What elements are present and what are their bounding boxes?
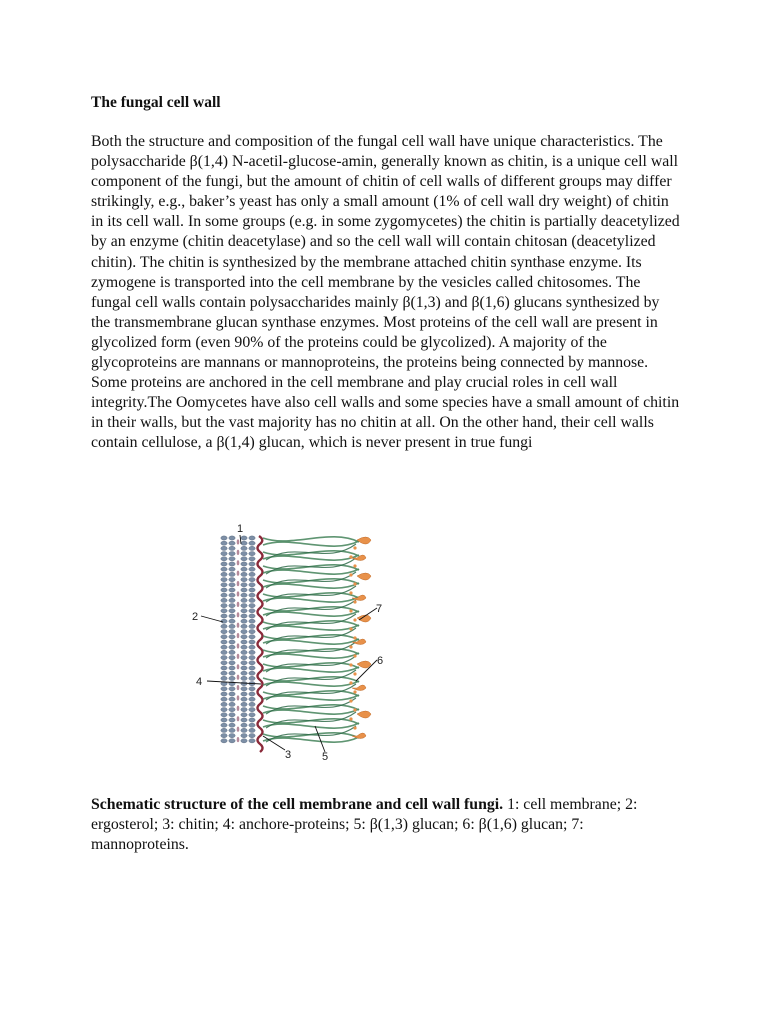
glucan-fibre bbox=[263, 611, 359, 616]
lipid-head bbox=[241, 713, 247, 717]
glucan-fibre bbox=[263, 639, 359, 644]
chitin-layer bbox=[258, 536, 263, 752]
mannoprotein-blob bbox=[357, 661, 371, 668]
lipid-head bbox=[241, 723, 247, 727]
lipid-head bbox=[241, 588, 247, 592]
lipid-head bbox=[221, 536, 227, 540]
lipid-head bbox=[249, 562, 255, 566]
lipid-head bbox=[241, 583, 247, 587]
lipid-head bbox=[221, 739, 227, 743]
mannoprotein-dot bbox=[353, 690, 356, 693]
body-paragraph: Both the structure and composition of the fungal cell wall have unique characteristics. The polysaccharide β(1,4) N-acetil-glucose-amin, generally known as chitin, is a unique cell wall component of the fungi, but the amount of chitin of cell walls of different groups may differ strikingly, e.g., baker’s yeast has only a small amount (1% of cell wall dry weight) of chitin in its cell wall. In some groups (e.g. in some zygomycetes) the chitin is partially deacetylized by an enzyme (chitin deacetylase) and so the cell wall will contain chitosan (deacetylized chitin). The chitin is synthesized by the membrane attached chitin synthase enzyme. Its zymogene is transported into the cell membrane by the vesicles called chitosomes. The fungal cell walls contain polysaccharides mainly β(1,3) and β(1,6) glucans synthesized by the transmembrane glucan synthase enzymes. Most proteins of the cell wall are present in glycolized form (even 90% of the proteins could be glycolized). A majority of the glycoproteins are mannans or mannoproteins, the proteins being connected by mannose. Some proteins are anchored in the cell membrane and play crucial roles in cell wall integrity.The Oomycetes have also cell walls and some species have a small amount of chitin in their walls, but the vast majority has no chitin at all. On the other hand, their cell walls contain cellulose, a β(1,4) glucan, which is never present in true fungi bbox=[91, 133, 680, 452]
lipid-head bbox=[241, 708, 247, 712]
lipid-head bbox=[229, 562, 235, 566]
ergosterol-mark bbox=[237, 602, 240, 607]
mannoprotein-blob bbox=[357, 537, 371, 544]
lipid-head bbox=[221, 562, 227, 566]
lipid-head bbox=[249, 723, 255, 727]
lipid-head bbox=[221, 614, 227, 618]
mannoprotein-dot bbox=[353, 708, 356, 711]
glucan-fibre bbox=[263, 597, 359, 602]
lipid-head bbox=[241, 557, 247, 561]
lipid-head bbox=[229, 588, 235, 592]
glucan-fibre bbox=[263, 537, 359, 542]
lipid-head bbox=[249, 650, 255, 654]
mannoprotein-dot bbox=[353, 672, 356, 675]
lipid-head bbox=[229, 713, 235, 717]
mannoprotein-blob bbox=[352, 733, 366, 739]
mannoprotein-dot bbox=[349, 555, 352, 558]
lipid-head bbox=[241, 650, 247, 654]
lipid-head bbox=[241, 619, 247, 623]
lipid-head bbox=[221, 671, 227, 675]
glucan-fibre bbox=[263, 719, 359, 724]
ergosterol-mark bbox=[237, 737, 240, 742]
lipid-head bbox=[241, 593, 247, 597]
lipid-head bbox=[221, 666, 227, 670]
lipid-head bbox=[221, 624, 227, 628]
glucan-fibre bbox=[263, 593, 359, 598]
lipid-head bbox=[229, 728, 235, 732]
glucan-layer bbox=[263, 537, 359, 742]
lipid-head bbox=[229, 604, 235, 608]
lipid-head bbox=[249, 640, 255, 644]
lipid-head bbox=[229, 619, 235, 623]
lipid-head bbox=[241, 630, 247, 634]
ergosterol-mark bbox=[237, 664, 240, 669]
lipid-head bbox=[241, 739, 247, 743]
lipid-head bbox=[241, 562, 247, 566]
lipid-head bbox=[249, 645, 255, 649]
lipid-head bbox=[249, 630, 255, 634]
glucan-fibre bbox=[263, 565, 359, 570]
glucan-fibre bbox=[263, 705, 359, 710]
ergosterol-mark bbox=[237, 560, 240, 565]
lipid-head bbox=[241, 671, 247, 675]
mannoprotein-dot bbox=[353, 654, 356, 657]
ergosterol-mark bbox=[237, 623, 240, 628]
lipid-head bbox=[241, 666, 247, 670]
ergosterol-mark bbox=[237, 675, 240, 680]
lipid-head bbox=[229, 734, 235, 738]
lipid-head bbox=[229, 578, 235, 582]
lipid-head bbox=[249, 588, 255, 592]
mannoprotein-dot bbox=[353, 636, 356, 639]
lipid-head bbox=[229, 552, 235, 556]
lipid-head bbox=[221, 609, 227, 613]
lipid-head bbox=[229, 739, 235, 743]
lipid-head bbox=[221, 676, 227, 680]
ergosterol-mark bbox=[237, 550, 240, 555]
lipid-head bbox=[221, 650, 227, 654]
mannoprotein-dot bbox=[349, 645, 352, 648]
lipid-head bbox=[229, 583, 235, 587]
lipid-head bbox=[229, 723, 235, 727]
lipid-head bbox=[249, 614, 255, 618]
label-6: 6 bbox=[377, 655, 384, 667]
mannoprotein-dot bbox=[353, 618, 356, 621]
lipid-head bbox=[249, 552, 255, 556]
lipid-head bbox=[229, 546, 235, 550]
glucan-fibre bbox=[263, 555, 359, 560]
lipid-head bbox=[241, 728, 247, 732]
mannoprotein-blob bbox=[357, 615, 371, 622]
lipid-head bbox=[241, 645, 247, 649]
lipid-head bbox=[249, 598, 255, 602]
lipid-head bbox=[249, 609, 255, 613]
lipid-head bbox=[249, 593, 255, 597]
glucan-fibre bbox=[263, 649, 359, 654]
ergosterol-mark bbox=[237, 706, 240, 711]
mannoprotein-dot bbox=[353, 600, 356, 603]
label-5: 5 bbox=[322, 751, 329, 763]
label-4: 4 bbox=[196, 676, 203, 688]
lipid-head bbox=[229, 645, 235, 649]
lipid-head bbox=[229, 666, 235, 670]
lipid-head bbox=[221, 588, 227, 592]
lipid-head bbox=[249, 536, 255, 540]
lipid-head bbox=[221, 702, 227, 706]
mannoprotein-dot bbox=[349, 681, 352, 684]
lipid-head bbox=[221, 734, 227, 738]
lipid-head bbox=[249, 687, 255, 691]
mannoprotein-dot bbox=[349, 627, 352, 630]
lipid-head bbox=[241, 604, 247, 608]
lipid-head bbox=[229, 572, 235, 576]
lipid-head bbox=[249, 666, 255, 670]
lipid-head bbox=[229, 541, 235, 545]
lipid-head bbox=[249, 718, 255, 722]
lipid-head bbox=[221, 593, 227, 597]
lipid-head bbox=[249, 734, 255, 738]
lipid-head bbox=[249, 557, 255, 561]
lipid-head bbox=[221, 552, 227, 556]
ergosterol-mark bbox=[237, 591, 240, 596]
lipid-head bbox=[249, 661, 255, 665]
ergosterol-mark bbox=[237, 643, 240, 648]
caption-title: Schematic structure of the cell membrane and cell wall fungi. bbox=[91, 796, 504, 813]
lipid-head bbox=[221, 583, 227, 587]
lipid-head bbox=[229, 609, 235, 613]
glucan-fibre bbox=[263, 635, 359, 640]
lipid-head bbox=[221, 718, 227, 722]
lipid-head bbox=[241, 567, 247, 571]
glucan-fibre bbox=[263, 737, 359, 742]
glucan-fibre bbox=[263, 691, 359, 696]
lipid-head bbox=[249, 567, 255, 571]
mannoprotein-dot bbox=[353, 546, 356, 549]
lipid-head bbox=[249, 572, 255, 576]
ergosterol-mark bbox=[237, 695, 240, 700]
glucan-fibre bbox=[263, 551, 359, 556]
lipid-head bbox=[249, 697, 255, 701]
glucan-fibre bbox=[263, 695, 359, 700]
ergosterol-mark bbox=[237, 539, 240, 544]
mannoprotein-dot bbox=[353, 726, 356, 729]
mannoprotein-dot bbox=[353, 564, 356, 567]
leader-line bbox=[201, 616, 223, 622]
lipid-head bbox=[221, 635, 227, 639]
lipid-head bbox=[221, 546, 227, 550]
figure-caption bbox=[91, 795, 681, 855]
mannoprotein-dot bbox=[349, 717, 352, 720]
lipid-head bbox=[221, 687, 227, 691]
leader-line bbox=[315, 726, 325, 752]
lipid-head bbox=[221, 604, 227, 608]
lipid-head bbox=[241, 676, 247, 680]
lipid-head bbox=[241, 702, 247, 706]
glucan-fibre bbox=[263, 569, 359, 574]
lipid-head bbox=[249, 692, 255, 696]
glucan-fibre bbox=[263, 625, 359, 630]
lipid-head bbox=[221, 645, 227, 649]
ergosterol-mark bbox=[237, 685, 240, 690]
chitin-strand bbox=[258, 536, 263, 752]
label-2: 2 bbox=[192, 611, 199, 623]
glucan-fibre bbox=[263, 607, 359, 612]
lipid-head bbox=[221, 557, 227, 561]
lipid-head bbox=[249, 624, 255, 628]
lipid-head bbox=[241, 656, 247, 660]
lipid-head bbox=[221, 598, 227, 602]
glucan-fibre bbox=[263, 583, 359, 588]
lipid-head bbox=[229, 656, 235, 660]
lipid-head bbox=[221, 572, 227, 576]
lipid-head bbox=[249, 635, 255, 639]
lipid-head bbox=[241, 687, 247, 691]
lipid-head bbox=[229, 708, 235, 712]
lipid-head bbox=[249, 676, 255, 680]
label-7: 7 bbox=[376, 603, 383, 615]
ergosterol-mark bbox=[237, 727, 240, 732]
lipid-head bbox=[241, 541, 247, 545]
lipid-head bbox=[241, 578, 247, 582]
lipid-head bbox=[221, 713, 227, 717]
glucan-fibre bbox=[263, 579, 359, 584]
lipid-head bbox=[249, 604, 255, 608]
mannoprotein-dot bbox=[349, 609, 352, 612]
glucan-fibre bbox=[263, 541, 359, 546]
lipid-head bbox=[221, 728, 227, 732]
lipid-head bbox=[229, 598, 235, 602]
mannoprotein-blob bbox=[357, 711, 371, 718]
lipid-head bbox=[229, 593, 235, 597]
glucan-fibre bbox=[263, 677, 359, 682]
label-1: 1 bbox=[237, 523, 244, 535]
lipid-head bbox=[221, 661, 227, 665]
lipid-head bbox=[229, 567, 235, 571]
lipid-head bbox=[241, 624, 247, 628]
ergosterol-mark bbox=[237, 571, 240, 576]
glucan-fibre bbox=[263, 681, 359, 686]
lipid-head bbox=[229, 676, 235, 680]
lipid-head bbox=[221, 640, 227, 644]
lipid-head bbox=[221, 656, 227, 660]
lipid-head bbox=[249, 728, 255, 732]
lipid-head bbox=[249, 583, 255, 587]
lipid-head bbox=[249, 541, 255, 545]
glucan-fibre bbox=[263, 663, 359, 668]
lipid-head bbox=[241, 572, 247, 576]
lipid-head bbox=[229, 630, 235, 634]
cell-wall-diagram bbox=[191, 518, 391, 768]
lipid-head bbox=[241, 718, 247, 722]
lipid-head bbox=[229, 702, 235, 706]
lipid-head bbox=[229, 557, 235, 561]
lipid-head bbox=[229, 692, 235, 696]
lipid-head bbox=[229, 718, 235, 722]
lipid-head bbox=[241, 635, 247, 639]
mannoprotein-dot bbox=[349, 573, 352, 576]
lipid-head bbox=[221, 708, 227, 712]
lipid-head bbox=[241, 640, 247, 644]
lipid-head bbox=[229, 536, 235, 540]
lipid-head bbox=[249, 702, 255, 706]
document-title: The fungal cell wall bbox=[91, 94, 221, 111]
lipid-head bbox=[241, 697, 247, 701]
lipid-head bbox=[229, 661, 235, 665]
lipid-head bbox=[249, 546, 255, 550]
lipid-head bbox=[249, 708, 255, 712]
lipid-head bbox=[221, 578, 227, 582]
lipid-head bbox=[221, 630, 227, 634]
lipid-head bbox=[241, 546, 247, 550]
ergosterol-mark bbox=[237, 654, 240, 659]
lipid-head bbox=[221, 567, 227, 571]
ergosterol-mark bbox=[237, 581, 240, 586]
glucan-fibre bbox=[263, 667, 359, 672]
mannoprotein-dot bbox=[353, 582, 356, 585]
lipid-head bbox=[241, 614, 247, 618]
lipid-head bbox=[249, 671, 255, 675]
lipid-head bbox=[241, 692, 247, 696]
lipid-head bbox=[221, 692, 227, 696]
glucan-fibre bbox=[263, 653, 359, 658]
lipid-head bbox=[249, 578, 255, 582]
mannoprotein-dot bbox=[349, 663, 352, 666]
mannoprotein-dot bbox=[349, 591, 352, 594]
lipid-head bbox=[241, 598, 247, 602]
lipid-head bbox=[249, 619, 255, 623]
caption-text: 1: cell membrane; 2: ergosterol; 3: chitin; 4: anchore-proteins; 5: β(1,3) glucan; 6: β(1,6) glucan; 7: mannoproteins. bbox=[91, 796, 638, 854]
lipid-head bbox=[241, 552, 247, 556]
ergosterol-mark bbox=[237, 633, 240, 638]
lipid-head bbox=[249, 713, 255, 717]
lipid-head bbox=[221, 723, 227, 727]
lipid-head bbox=[221, 697, 227, 701]
lipid-head bbox=[221, 541, 227, 545]
lipid-head bbox=[229, 635, 235, 639]
lipid-head bbox=[241, 536, 247, 540]
lipid-head bbox=[229, 614, 235, 618]
lipid-head bbox=[241, 609, 247, 613]
lipid-head bbox=[241, 734, 247, 738]
lipid-head bbox=[249, 656, 255, 660]
lipid-head bbox=[229, 697, 235, 701]
glucan-fibre bbox=[263, 733, 359, 738]
lipid-head bbox=[229, 671, 235, 675]
glucan-fibre bbox=[263, 709, 359, 714]
leader-line bbox=[240, 535, 241, 544]
glucan-fibre bbox=[263, 723, 359, 728]
lipid-head bbox=[241, 661, 247, 665]
ergosterol-mark bbox=[237, 716, 240, 721]
mannoprotein-dot bbox=[349, 699, 352, 702]
glucan-fibre bbox=[263, 621, 359, 626]
lipid-head bbox=[229, 624, 235, 628]
mannoprotein-blob bbox=[357, 573, 371, 580]
label-3: 3 bbox=[285, 749, 292, 761]
lipid-head bbox=[229, 650, 235, 654]
lipid-head bbox=[249, 739, 255, 743]
lipid-head bbox=[229, 687, 235, 691]
cell-membrane-layer bbox=[221, 536, 255, 743]
lipid-head bbox=[229, 640, 235, 644]
ergosterol-mark bbox=[237, 612, 240, 617]
